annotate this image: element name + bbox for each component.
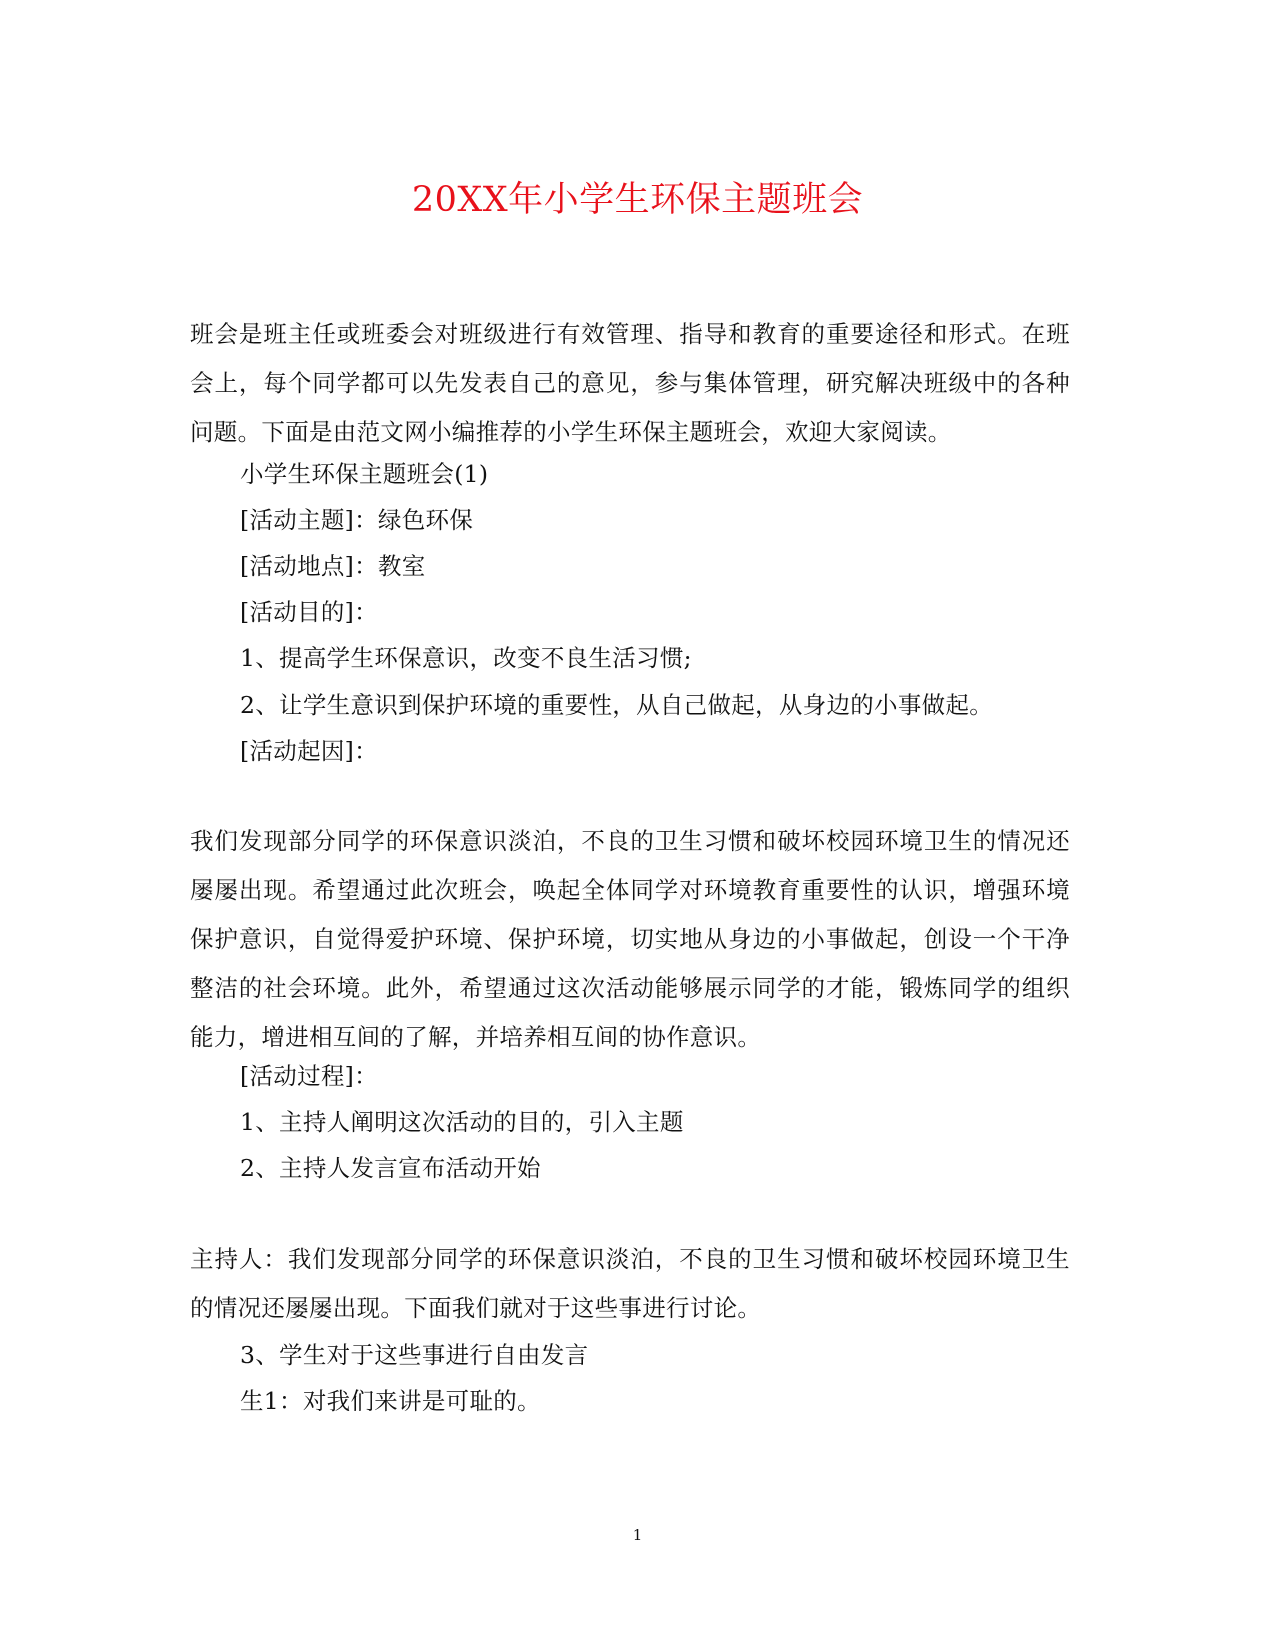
purpose-item-1: 1、提高学生环保意识，改变不良生活习惯; [240, 644, 692, 672]
process-item-2: 2、主持人发言宣布活动开始 [240, 1154, 541, 1182]
cause-heading: [活动起因]： [240, 737, 378, 765]
host-paragraph: 主持人：我们发现部分同学的环保意识淡泊，不良的卫生习惯和破坏校园环境卫生的情况还屡屡出现。下面我们就对于这些事进行讨论。 [190, 1245, 1070, 1322]
intro-paragraph: 班会是班主任或班委会对班级进行有效管理、指导和教育的重要途径和形式。在班会上，每个同学都可以先发表自己的意见，参与集体管理，研究解决班级中的各种问题。下面是由范文网小编推荐的小学生环保主题班会，欢迎大家阅读。 [190, 320, 1070, 446]
activity-theme: [活动主题]：绿色环保 [240, 506, 474, 534]
process-heading: [活动过程]： [240, 1062, 378, 1090]
document-title: 20XX年小学生环保主题班会 [411, 180, 864, 220]
process-item-3: 3、学生对于这些事进行自由发言 [240, 1341, 589, 1369]
student-statement-1: 生1：对我们来讲是可耻的。 [240, 1387, 541, 1415]
purpose-heading: [活动目的]： [240, 598, 378, 626]
process-item-1: 1、主持人阐明这次活动的目的，引入主题 [240, 1108, 684, 1136]
purpose-item-2: 2、让学生意识到保护环境的重要性，从自己做起，从身边的小事做起。 [240, 691, 994, 719]
cause-paragraph: 我们发现部分同学的环保意识淡泊，不良的卫生习惯和破坏校园环境卫生的情况还屡屡出现。希望通过此次班会，唤起全体同学对环境教育重要性的认识，增强环境保护意识，自觉得爱护环境、保护环境，切实地从身边的小事做起，创设一个干净整洁的社会环境。此外，希望通过这次活动能够展示同学的才能，锻炼同学的组织能力，增进相互间的了解，并培养相互间的协作意识。 [190, 827, 1070, 1051]
activity-location: [活动地点]：教室 [240, 552, 426, 580]
section-title: 小学生环保主题班会(1) [240, 460, 489, 488]
page-number: 1 [632, 1526, 643, 1544]
